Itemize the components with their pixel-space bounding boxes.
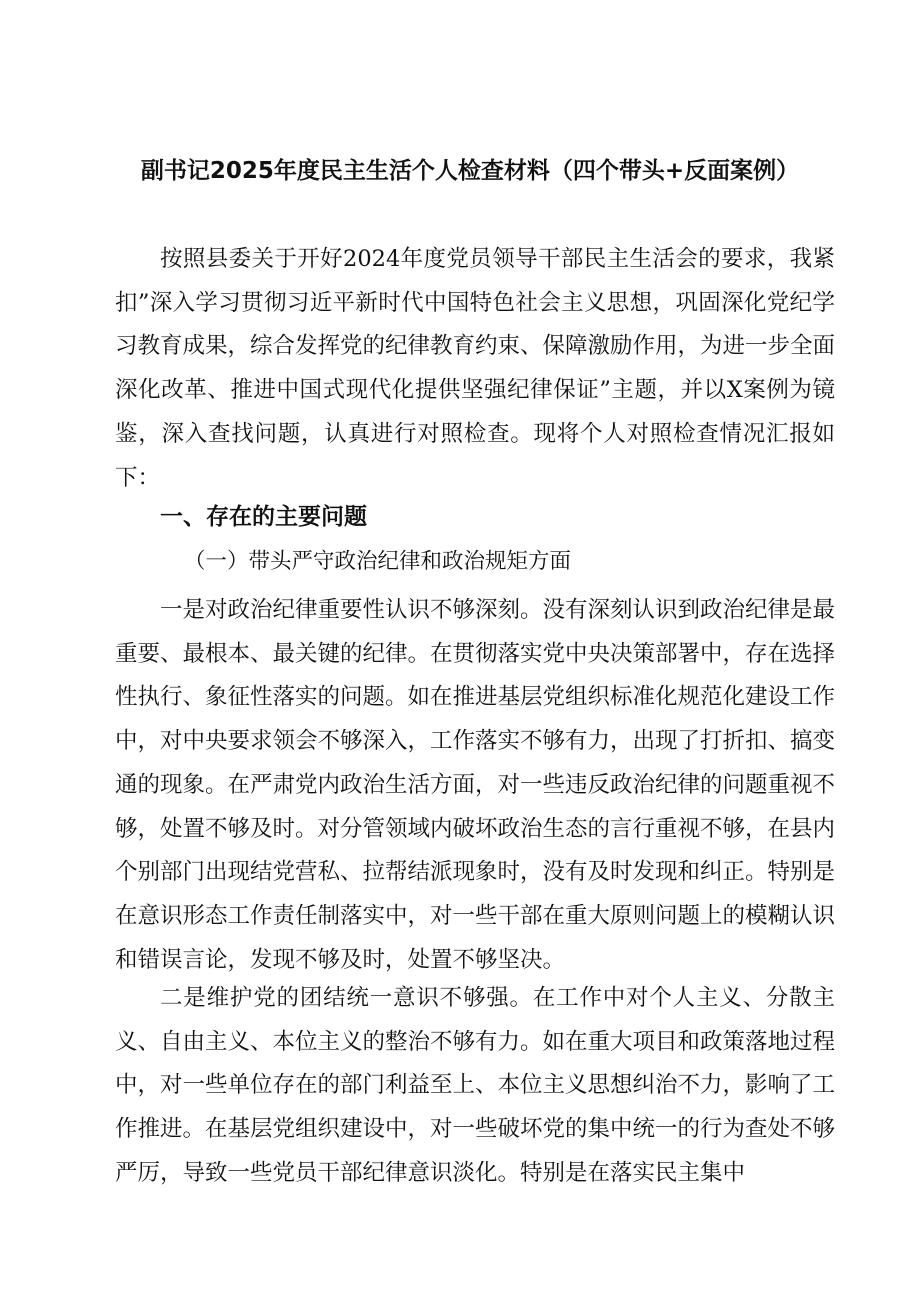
document-title: 副书记2025年度民主生活个人检查材料（四个带头+反面案例） <box>140 158 800 184</box>
body-paragraph-1: 一是对政治纪律重要性认识不够深刻。没有深刻认识到政治纪律是最重要、最根本、最关键的纪律。在贯彻落实党中央决策部署中，存在选择性执行、象征性落实的问题。如在推进基层党组织标准化规范化建设工作中，对中央要求领会不够深入，工作落实不够有力，出现了打折扣、搞变通的现象。在严肃党内政治生活方面，对一些违反政治纪律的问题重视不够，处置不够及时。对分管领域内破坏政治生态的言行重视不够，在县内个别部门出现结党营私、拉帮结派现象时，没有及时发现和纠正。特别是在意识形态工作责任制落实中，对一些干部在重大原则问题上的模糊认识和错误言论，发现不够及时，处置不够坚决。 <box>115 597 836 973</box>
subsection-heading: （一）带头严守政治纪律和政治规矩方面 <box>184 549 572 574</box>
section-heading: 一、存在的主要问题 <box>160 504 367 530</box>
intro-paragraph: 按照县委关于开好2024年度党员领导干部民主生活会的要求，我紧扣”深入学习贯彻习近平新时代中国特色社会主义思想，巩固深化党纪学习教育成果，综合发挥党的纪律教育约束、保障激励作用，为进一步全面深化改革、推进中国式现代化提供坚强纪律保证”主题，并以X案例为镜鉴，深入查找问题，认真进行对照检查。现将个人对照检查情况汇报如下： <box>115 246 836 491</box>
body-paragraph-2: 二是维护党的团结统一意识不够强。在工作中对个人主义、分散主义、自由主义、本位主义的整治不够有力。如在重大项目和政策落地过程中，对一些单位存在的部门利益至上、本位主义思想纠治不力，影响了工作推进。在基层党组织建设中，对一些破坏党的集中统一的行为查处不够严厉，导致一些党员干部纪律意识淡化。特别是在落实民主集中 <box>115 985 836 1186</box>
